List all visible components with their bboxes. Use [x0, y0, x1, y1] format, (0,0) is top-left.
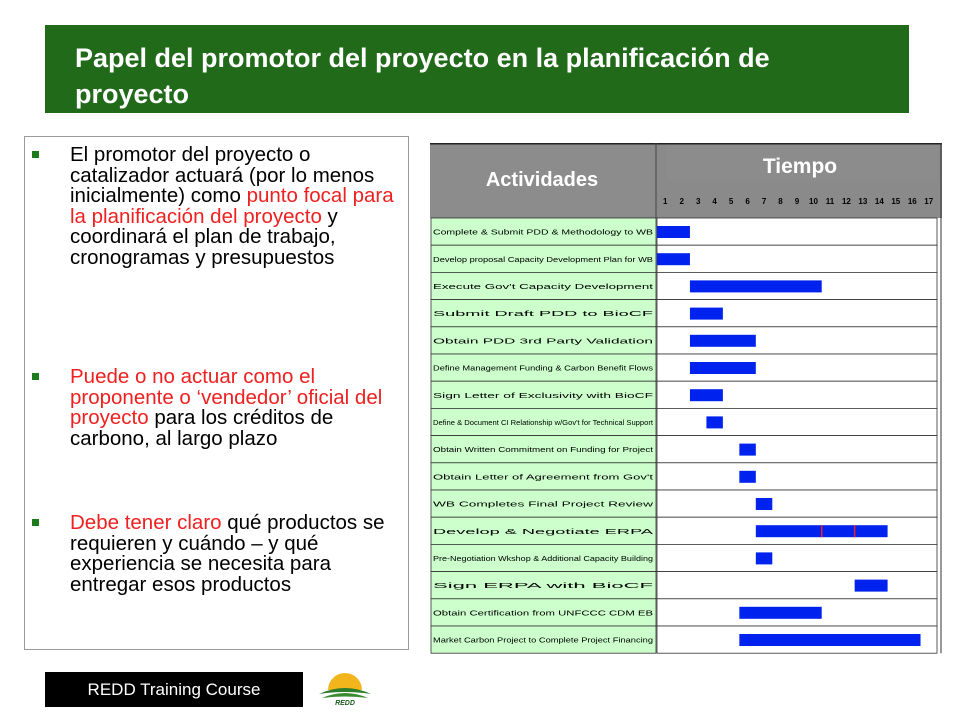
bullet-2-highlight: Puede o no actuar como el proponente o ‘vendedor’ oficial del proyecto [70, 365, 383, 429]
logo-text: REDD [335, 700, 355, 707]
gantt-bar [739, 607, 821, 619]
timeline-cell [657, 245, 937, 272]
footer-label: REDD Training Course [87, 680, 261, 699]
gantt-bar [739, 444, 755, 456]
timeline-cell [657, 436, 937, 463]
gantt-bar [657, 253, 690, 265]
activity-label: Develop proposal Capacity Development Plan for WB [433, 254, 653, 264]
bullet-1-text-a: El promotor del proyecto o catalizador actuará (por lo menos inicialmente) como [70, 143, 375, 207]
gantt-bar [690, 280, 822, 292]
activity-label: Obtain Certification from UNFCCC CDM EB [433, 608, 653, 618]
bullet-square-icon [32, 373, 39, 380]
gantt-bar [739, 471, 755, 483]
activity-label: Execute Gov't Capacity Development [433, 282, 655, 291]
bullet-1-highlight: punto focal para la planificación del proyecto [70, 184, 394, 228]
period-tick-7: 7 [761, 197, 767, 206]
gantt-bar [756, 498, 772, 510]
gantt-bar [855, 580, 888, 592]
activity-label: Define & Document CI Relationship w/Gov't for Technical Support [433, 418, 654, 427]
bullet-3-text: qué productos se requieren y cuándo – y qué experiencia se necesita para entregar esos productos [70, 511, 385, 596]
gantt-bar [739, 634, 920, 646]
redd-logo-icon [316, 668, 374, 708]
bullet-2-text: para los créditos de carbono, al largo plazo [70, 406, 334, 450]
bullet-square-icon [32, 519, 39, 526]
period-tick-16: 16 [907, 197, 917, 206]
period-tick-3: 3 [695, 197, 701, 206]
timeline-cell [657, 463, 937, 490]
activities-header-label: Actividades [485, 169, 599, 191]
timeline-cell [657, 544, 937, 571]
period-tick-5: 5 [728, 197, 734, 206]
period-tick-4: 4 [712, 197, 717, 206]
time-header-label: Tiempo [762, 155, 838, 178]
period-tick-13: 13 [858, 197, 868, 206]
gantt-bar [756, 552, 772, 564]
gantt-bar [690, 335, 756, 347]
period-tick-8: 8 [778, 197, 783, 206]
activity-label: Sign Letter of Exclusivity with BioCF [433, 390, 654, 400]
timeline-cell [657, 408, 937, 435]
activity-label: WB Completes Final Project Review [433, 499, 654, 509]
period-tick-17: 17 [924, 197, 934, 206]
period-tick-2: 2 [679, 197, 684, 206]
activity-label: Obtain Letter of Agreement from Gov't [433, 472, 655, 482]
activity-label: Obtain Written Commitment on Funding for Project [433, 445, 655, 455]
gantt-bar [690, 362, 756, 374]
activity-label: Pre-Negotiation Wkshop & Additional Capacity Building [433, 554, 653, 563]
gantt-bar [706, 416, 722, 428]
period-tick-6: 6 [745, 197, 750, 206]
gantt-bar [690, 389, 723, 401]
activity-label: Develop & Negotiate ERPA [433, 526, 656, 536]
activity-label: Market Carbon Project to Complete Project Financing [433, 635, 653, 645]
period-tick-14: 14 [874, 197, 884, 206]
period-tick-15: 15 [891, 197, 901, 206]
activity-label: Obtain PDD 3rd Party Validation [433, 336, 653, 346]
bullet-3-highlight: Debe tener claro [70, 511, 222, 534]
bullet-1-text-b: y coordinará el plan de trabajo, cronogramas y presupuestos [70, 204, 338, 269]
bullet-item-3 [40, 513, 405, 595]
gantt-chart [430, 143, 942, 661]
bullet-item-2 [40, 367, 405, 449]
period-tick-1: 1 [663, 197, 668, 206]
footer-bar [45, 672, 303, 707]
period-tick-9: 9 [794, 197, 800, 206]
timeline-cell [657, 490, 937, 517]
period-tick-11: 11 [825, 197, 835, 206]
timeline-cell [657, 572, 937, 599]
activity-label: Define Management Funding & Carbon Benefit Flows [433, 363, 654, 373]
gantt-bar [657, 226, 690, 238]
gantt-bar [690, 308, 723, 320]
bullet-square-icon [32, 151, 39, 158]
slide-title: Papel del promotor del proyecto en la planificación de proyecto [75, 43, 770, 109]
bullet-item-1 [40, 145, 405, 268]
period-tick-12: 12 [841, 197, 851, 206]
activity-label: Complete & Submit PDD & Methodology to WB [433, 227, 653, 237]
activity-label: Sign ERPA with BioCF [433, 581, 655, 591]
period-tick-10: 10 [809, 197, 818, 206]
activity-label: Submit Draft PDD to BioCF [433, 309, 654, 319]
timeline-cell [657, 218, 937, 245]
